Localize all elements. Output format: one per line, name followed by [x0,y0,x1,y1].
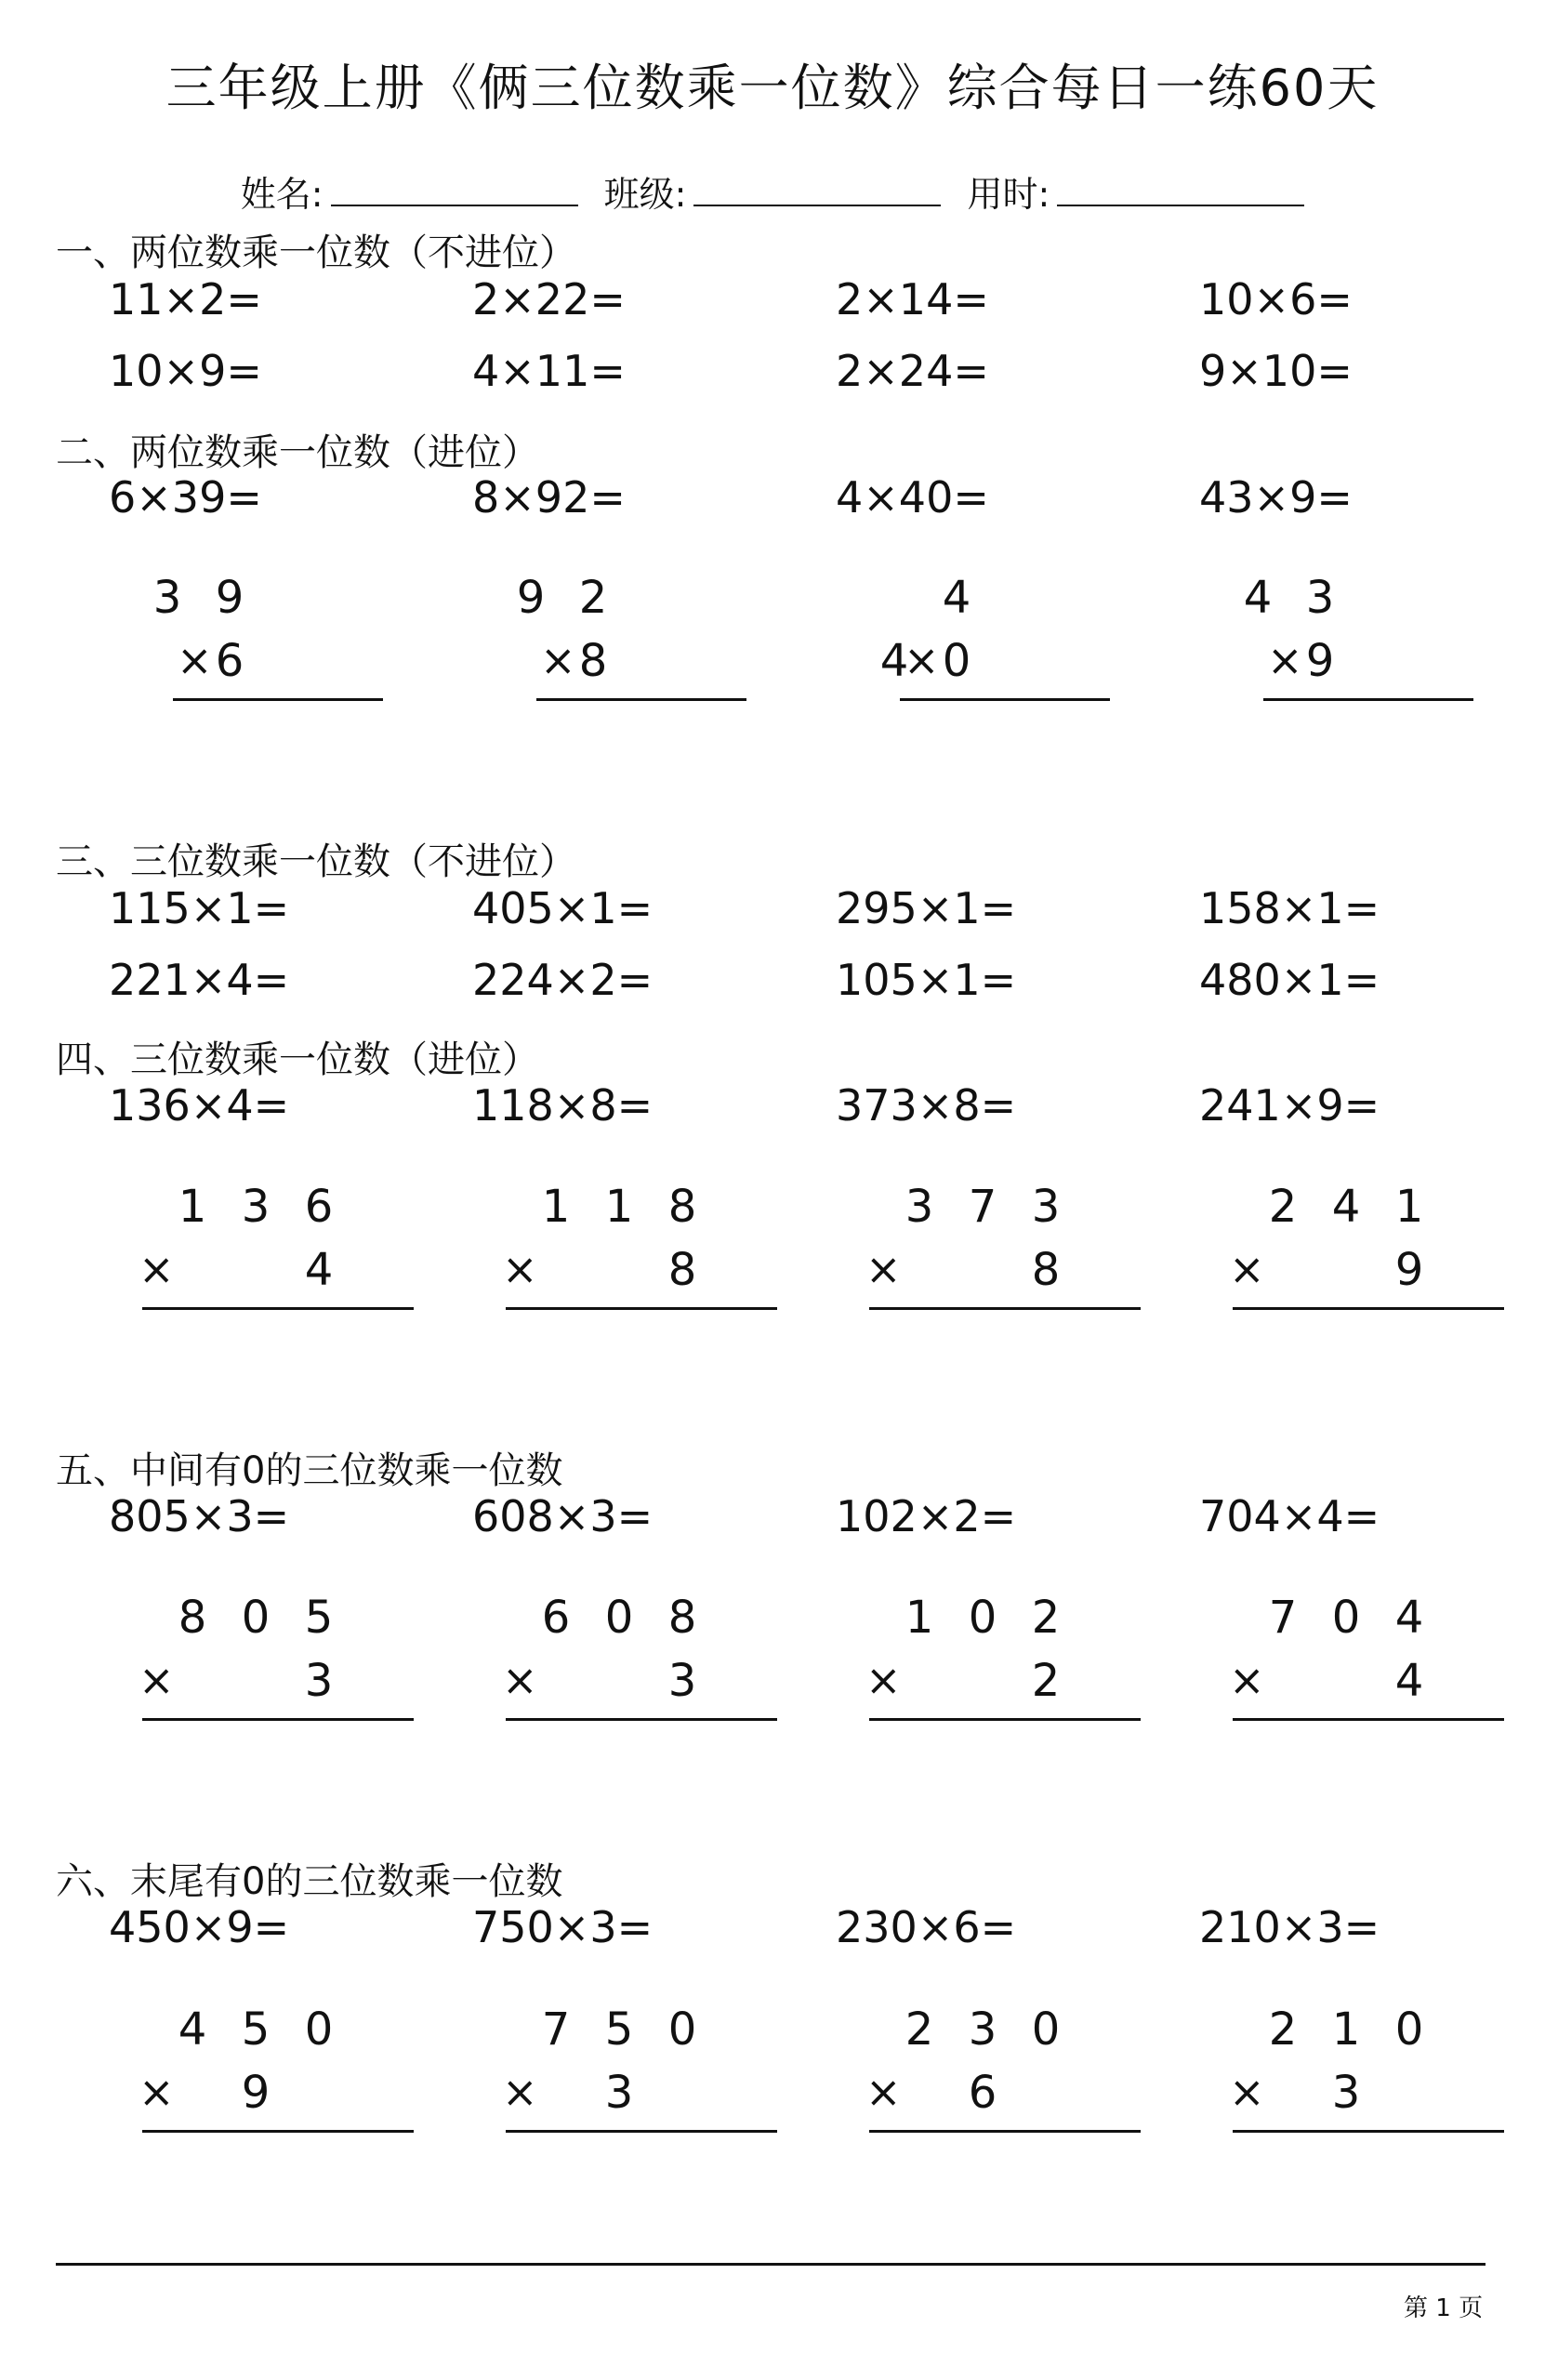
multiplier-digit: 9 [1305,635,1335,687]
vertical-multiplication[interactable] [152,572,457,711]
problem-expression[interactable]: 4×40= [836,472,989,522]
vertical-multiplication[interactable] [125,2003,404,2143]
page-number: 第 1 页 [1404,2294,1484,2322]
multiplicand-digit: 8 [667,1592,697,1644]
multiplicand-digit: 0 [604,1592,634,1644]
problem-expression[interactable]: 10×9= [109,346,262,396]
multiplier-digit: 3 [1331,2067,1361,2119]
multiplicand-digit: 6 [541,1592,571,1644]
multiplicand-digit: 3 [1031,1181,1061,1233]
multiplicand-digit: 7 [968,1181,997,1233]
problem-expression[interactable]: 105×1= [836,955,1017,1005]
multiplicand-digit: 3 [241,1181,271,1233]
problem-expression[interactable]: 158×1= [1199,883,1380,933]
problem-expression[interactable]: 43×9= [1199,472,1353,522]
section-title: 六、末尾有0的三位数乘一位数 [56,1860,563,1903]
problem-expression[interactable]: 230×6= [836,1902,1017,1952]
name-field[interactable] [241,165,578,217]
vertical-multiplication[interactable] [852,1181,1131,1320]
vertical-multiplication[interactable] [125,1181,404,1320]
multiplicand-digit: 5 [604,2003,634,2056]
time-field[interactable] [968,165,1305,217]
answer-line [142,1307,414,1310]
multiplier-digit: 0 [942,635,971,687]
multiplicand-digit: 2 [1031,1592,1061,1644]
problem-expression[interactable]: 480×1= [1199,955,1380,1005]
answer-line [506,1307,777,1310]
multiplicand-digit: 3 [1305,572,1335,624]
times-sign: × [865,2067,902,2117]
multiplicand-digit: 1 [178,1181,207,1233]
vertical-multiplication[interactable] [125,1592,404,1731]
answer-line [142,1718,414,1721]
multiplicand-digit: 1 [1394,1181,1424,1233]
answer-line [506,2130,777,2133]
multiplier-digit: 2 [1031,1655,1061,1707]
answer-line [142,2130,414,2133]
answer-line [869,2130,1141,2133]
class-field[interactable] [604,165,942,217]
problem-expression[interactable]: 750×3= [472,1902,654,1952]
times-sign: × [502,1244,538,1294]
time-blank[interactable] [1057,175,1304,206]
problem-expression[interactable]: 210×3= [1199,1902,1380,1952]
multiplier-digit: 8 [667,1244,697,1296]
multiplicand-digit: 1 [905,1592,934,1644]
problem-expression[interactable]: 450×9= [109,1902,290,1952]
multiplicand-digit: 4 [178,2003,207,2056]
multiplicand-digit: 0 [241,1592,271,1644]
vertical-multiplication[interactable] [489,2003,768,2143]
multiplicand-digit: 9 [215,572,244,624]
problem-expression[interactable]: 4×11= [472,346,626,396]
vertical-multiplication[interactable] [879,572,1184,711]
times-sign: × [904,635,940,685]
answer-line [900,698,1110,701]
multiplicand-digit: 2 [905,2003,934,2056]
multiplier-digit: 8 [1031,1244,1061,1296]
multiplicand-digit: 5 [241,2003,271,2056]
vertical-multiplication[interactable] [489,1592,768,1731]
multiplicand-digit: 2 [1268,1181,1298,1233]
name-label: 姓名: [240,174,324,215]
student-info-row [0,165,1545,217]
section-title: 四、三位数乘一位数（进位） [56,1038,539,1081]
time-label: 用时: [967,174,1050,215]
section-title: 五、中间有0的三位数乘一位数 [56,1449,563,1492]
answer-line [1233,1307,1504,1310]
problem-expression[interactable]: 224×2= [472,955,654,1005]
multiplier-digit: 4 [879,635,909,687]
multiplicand-digit: 0 [1031,2003,1061,2056]
problem-expression[interactable]: 2×22= [472,274,626,324]
vertical-multiplication[interactable] [1216,2003,1495,2143]
multiplier-digit: 3 [304,1655,334,1707]
multiplicand-digit: 3 [968,2003,997,2056]
problem-expression[interactable]: 805×3= [109,1491,290,1541]
multiplier-digit: 9 [241,2067,271,2119]
multiplicand-digit: 0 [667,2003,697,2056]
name-blank[interactable] [331,175,578,206]
times-sign: × [1229,1655,1265,1705]
times-sign: × [1267,635,1303,685]
problem-expression[interactable]: 6×39= [109,472,262,522]
problem-expression[interactable]: 241×9= [1199,1080,1380,1130]
vertical-multiplication[interactable] [852,1592,1131,1731]
multiplicand-digit: 9 [516,572,546,624]
answer-line [869,1718,1141,1721]
multiplier-digit: 6 [215,635,244,687]
problem-expression[interactable]: 8×92= [472,472,626,522]
problem-expression[interactable]: 9×10= [1199,346,1353,396]
problem-expression[interactable]: 295×1= [836,883,1017,933]
problem-expression[interactable]: 115×1= [109,883,290,933]
multiplier-digit: 4 [304,1244,334,1296]
vertical-multiplication[interactable] [1216,1592,1495,1731]
answer-line [869,1307,1141,1310]
multiplicand-digit: 2 [1268,2003,1298,2056]
answer-line [1233,1718,1504,1721]
multiplier-digit: 9 [1394,1244,1424,1296]
times-sign: × [139,2067,175,2117]
problem-expression[interactable]: 221×4= [109,955,290,1005]
problem-expression[interactable]: 11×2= [109,274,262,324]
multiplicand-digit: 3 [905,1181,934,1233]
worksheet-title: 三年级上册《俩三位数乘一位数》综合每日一练60天 [165,59,1380,117]
multiplicand-digit: 1 [604,1181,634,1233]
multiplicand-digit: 7 [1268,1592,1298,1644]
footer-divider [56,2263,1486,2266]
multiplicand-digit: 3 [152,572,182,624]
section-title: 二、两位数乘一位数（进位） [56,431,539,474]
multiplicand-digit: 6 [304,1181,334,1233]
times-sign: × [139,1244,175,1294]
vertical-multiplication[interactable] [516,572,821,711]
multiplier-digit: 6 [968,2067,997,2119]
class-label: 班级: [603,174,687,215]
problem-expression[interactable]: 136×4= [109,1080,290,1130]
times-sign: × [865,1655,902,1705]
answer-line [173,698,383,701]
times-sign: × [1229,1244,1265,1294]
class-blank[interactable] [693,175,941,206]
problem-expression[interactable]: 373×8= [836,1080,1017,1130]
multiplier-digit: 8 [578,635,608,687]
section-title: 一、两位数乘一位数（不进位） [56,231,576,274]
times-sign: × [502,2067,538,2117]
vertical-multiplication[interactable] [852,2003,1131,2143]
multiplicand-digit: 1 [541,1181,571,1233]
multiplier-digit: 4 [1394,1655,1424,1707]
multiplicand-digit: 5 [304,1592,334,1644]
multiplicand-digit: 8 [667,1181,697,1233]
problem-expression[interactable]: 10×6= [1199,274,1353,324]
times-sign: × [540,635,576,685]
multiplicand-digit: 4 [942,572,971,624]
vertical-multiplication[interactable] [1243,572,1545,711]
multiplicand-digit: 0 [304,2003,334,2056]
problem-expression[interactable]: 405×1= [472,883,654,933]
multiplicand-digit: 0 [1331,1592,1361,1644]
answer-line [1233,2130,1504,2133]
multiplicand-digit: 0 [1394,2003,1424,2056]
multiplicand-digit: 4 [1331,1181,1361,1233]
vertical-multiplication[interactable] [489,1181,768,1320]
multiplier-digit: 3 [667,1655,697,1707]
times-sign: × [1229,2067,1265,2117]
times-sign: × [502,1655,538,1705]
problem-expression[interactable]: 2×14= [836,274,989,324]
problem-expression[interactable]: 704×4= [1199,1491,1380,1541]
problem-expression[interactable]: 2×24= [836,346,989,396]
vertical-multiplication[interactable] [1216,1181,1495,1320]
answer-line [536,698,746,701]
multiplicand-digit: 1 [1331,2003,1361,2056]
multiplicand-digit: 8 [178,1592,207,1644]
multiplicand-digit: 7 [541,2003,571,2056]
multiplicand-digit: 4 [1394,1592,1424,1644]
answer-line [506,1718,777,1721]
times-sign: × [865,1244,902,1294]
section-title: 三、三位数乘一位数（不进位） [56,840,576,883]
multiplier-digit: 3 [604,2067,634,2119]
multiplicand-digit: 2 [578,572,608,624]
times-sign: × [139,1655,175,1705]
times-sign: × [177,635,213,685]
multiplicand-digit: 4 [1243,572,1273,624]
multiplicand-digit: 0 [968,1592,997,1644]
answer-line [1263,698,1473,701]
problem-expression[interactable]: 118×8= [472,1080,654,1130]
problem-expression[interactable]: 608×3= [472,1491,654,1541]
problem-expression[interactable]: 102×2= [836,1491,1017,1541]
